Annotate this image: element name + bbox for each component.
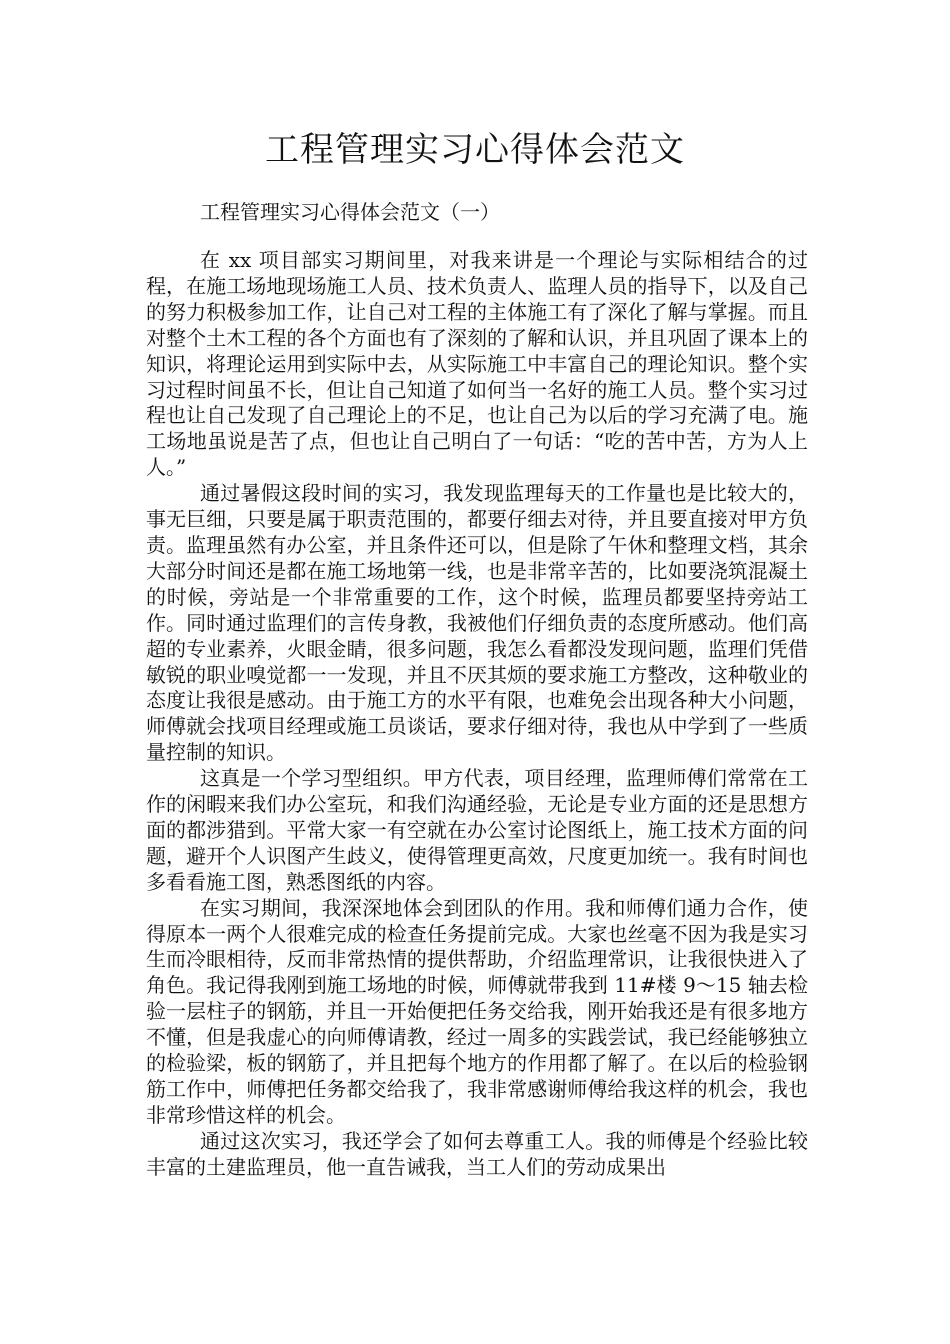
body-paragraph-2: 通过暑假这段时间的实习，我发现监理每天的工作量也是比较大的，事无巨细，只要是属于职责范围的，都要仔细去对待，并且要直接对甲方负责。监理虽然有办公室，并且条件还可以，但是除了午休和整理文档，其余大部分时间还是都在施工场地第一线，也是非常辛苦的，比如要浇筑混凝土的时候，旁站是一个非常重要的工作，这个时候，监理员都要坚持旁站工作。同时通过监理们的言传身教，我被他们仔细负责的态度所感动。他们高超的专业素养，火眼金睛，很多问题，我怎么看都没发现问题，监理们凭借敏锐的职业嗅觉都一一发现，并且不厌其烦的要求施工方整改，这种敬业的态度让我很是感动。由于施工方的水平有限，也难免会出现各种大小问题，师傅就会找项目经理或施工员谈话，要求仔细对待，我也从中学到了一些质量控制的知识。 [146,481,808,765]
body-paragraph-1: 在 xx 项目部实习期间里，对我来讲是一个理论与实际相结合的过程，在施工场地现场施工人员、技术负责人、监理人员的指导下，以及自己的努力积极参加工作，让自己对工程的主体施工有了深化了解与掌握。而且对整个土木工程的各个方面也有了深刻的了解和认识，并且巩固了课本上的知识，将理论运用到实际中去，从实际施工中丰富自己的理论知识。整个实习过程时间虽不长，但让自己知道了如何当一名好的施工人员。整个实习过程也让自己发现了自己理论上的不足，也让自己为以后的学习充满了电。施工场地虽说是苦了点，但也让自己明白了一句话：“吃的苦中苦，方为人上人。” [146,248,808,480]
body-paragraph-4: 在实习期间，我深深地体会到团队的作用。我和师傅们通力合作，使得原本一两个人很难完成的检查任务提前完成。大家也丝毫不因为我是实习生而冷眼相待，反而非常热情的提供帮助，介绍监理常识，让我很快进入了角色。我记得我刚到施工场地的时候，师傅就带我到 11#楼 9～15 轴去检验一层柱子的钢筋，并且一开始便把任务交给我，刚开始我还是有很多地方不懂，但是我虚心的向师傅请教，经过一周多的实践尝试，我已经能够独立的检验梁，板的钢筋了，并且把每个地方的作用都了解了。在以后的检验钢筋工作中，师傅把任务都交给我了，我非常感谢师傅给我这样的机会，我也非常珍惜这样的机会。 [146,895,808,1127]
document-title: 工程管理实习心得体会范文 [265,130,685,170]
body-paragraph-3: 这真是一个学习型组织。甲方代表，项目经理，监理师傅们常常在工作的闲暇来我们办公室玩，和我们沟通经验，无论是专业方面的还是思想方面的都涉猎到。平常大家一有空就在办公室讨论图纸上，施工技术方面的问题，避开个人识图产生歧义，使得管理更高效，尺度更加统一。我有时间也多看看施工图，熟悉图纸的内容。 [146,766,808,894]
body-paragraph-5: 通过这次实习，我还学会了如何去尊重工人。我的师傅是个经验比较丰富的土建监理员，他一直告诫我，当工人们的劳动成果出 [146,1128,808,1179]
document-body [146,248,808,1181]
document-subtitle: 工程管理实习心得体会范文（一） [200,200,500,224]
